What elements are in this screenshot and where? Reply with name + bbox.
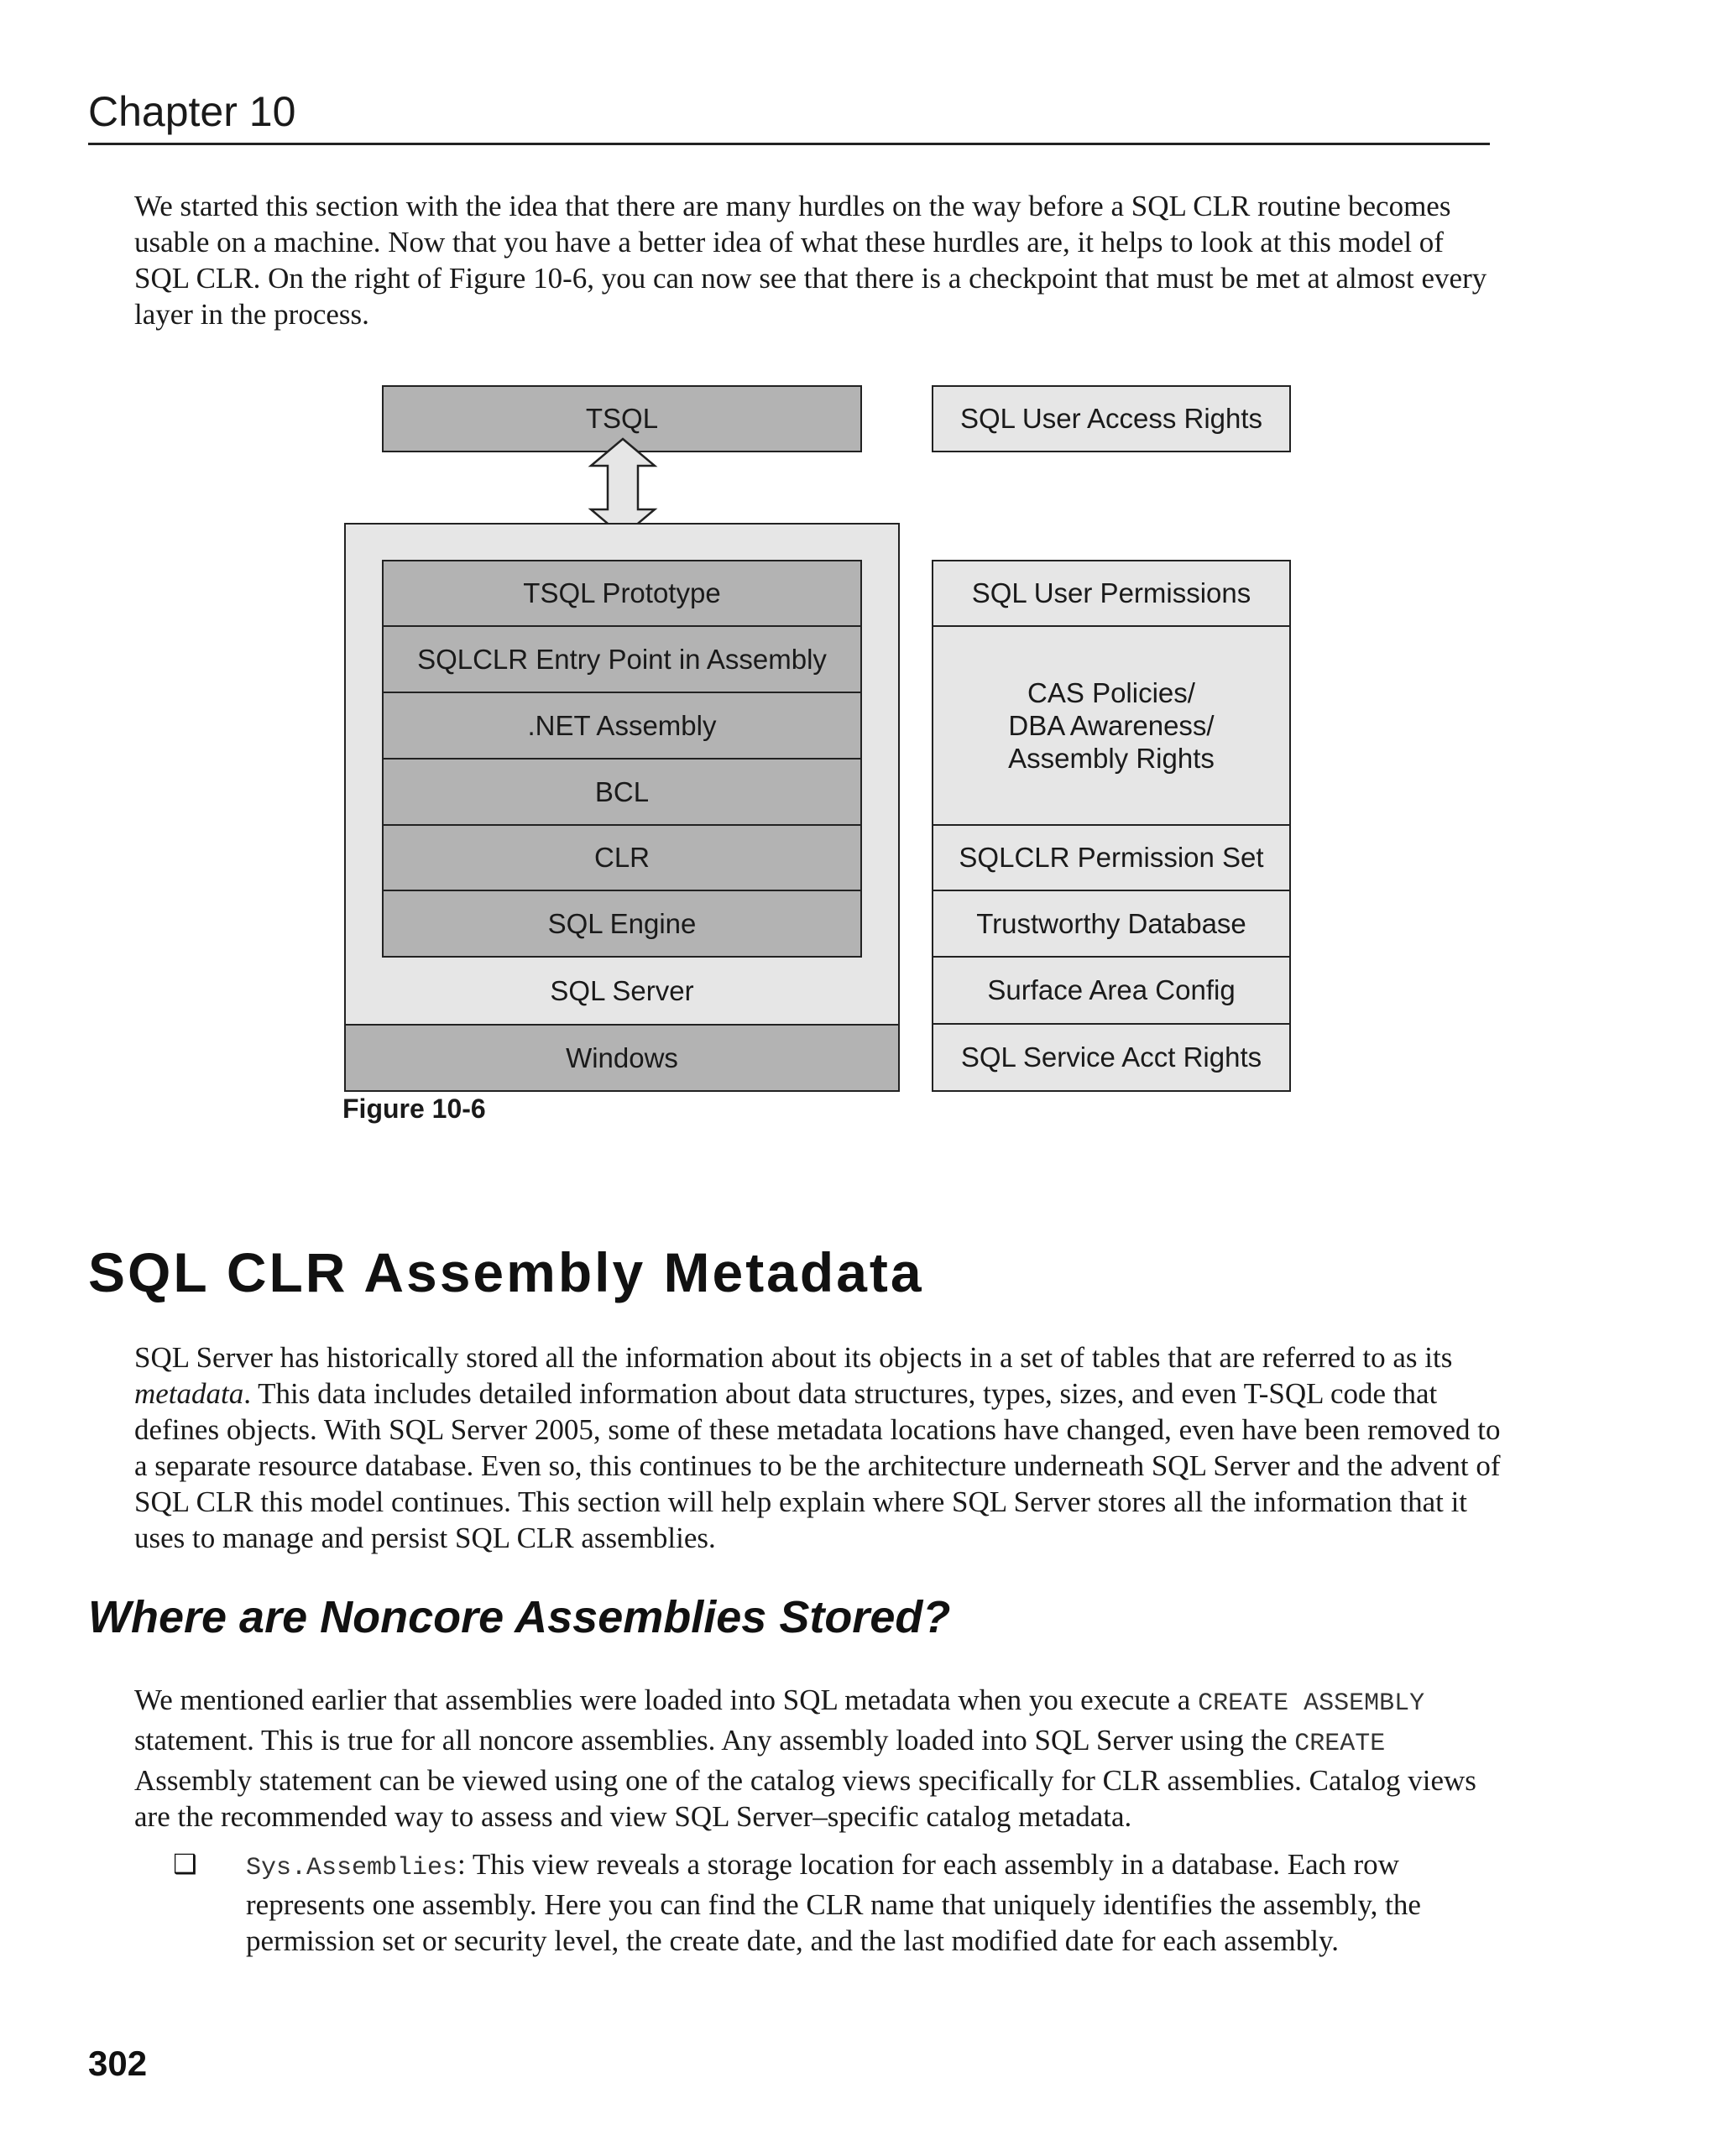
layer-clr: CLR <box>382 824 862 891</box>
tsql-box: TSQL <box>382 385 862 452</box>
check-trustworthy-db: Trustworthy Database <box>932 890 1291 958</box>
checkbox-bullet-icon: ❑ <box>173 1848 197 1880</box>
check-permission-set: SQLCLR Permission Set <box>932 824 1291 891</box>
layer-net-assembly: .NET Assembly <box>382 692 862 760</box>
metadata-paragraph: SQL Server has historically stored all the information about its objects in a set of tables that are referred to as its metadata. This data includes detailed information about data structures, types, sizes, and even T-SQL code that defines objects. With SQL Server 2005, some of these metadata locations have changed, even have been removed to a separate resource database. Even so, this continues to be the architecture underneath SQL Server and the advent of SQL CLR this model continues. This section will help explain where SQL Server stores all the information that it uses to manage and persist SQL CLR assemblies. <box>134 1341 1501 1554</box>
layer-sql-server: SQL Server <box>550 975 694 1006</box>
layer-tsql-prototype: TSQL Prototype <box>382 560 862 627</box>
chapter-header: Chapter 10 <box>88 88 296 135</box>
layer-bcl: BCL <box>382 758 862 826</box>
check-cas-policies: CAS Policies/ DBA Awareness/ Assembly Rights <box>932 625 1291 826</box>
check-user-permissions: SQL User Permissions <box>932 560 1291 627</box>
figure-caption: Figure 10-6 <box>342 1094 486 1124</box>
section-heading: SQL CLR Assembly Metadata <box>88 1241 924 1303</box>
header-rule <box>88 143 1490 145</box>
check-service-acct: SQL Service Acct Rights <box>932 1023 1291 1092</box>
check-user-access-rights: SQL User Access Rights <box>932 385 1291 452</box>
page-number: 302 <box>88 2044 148 2083</box>
subsection-heading: Where are Noncore Assemblies Stored? <box>88 1592 951 1642</box>
layer-entry-point: SQLCLR Entry Point in Assembly <box>382 625 862 693</box>
layer-sql-engine: SQL Engine <box>382 890 862 958</box>
check-surface-area: Surface Area Config <box>932 956 1291 1025</box>
intro-paragraph: We started this section with the idea that there are many hurdles on the way before a SQL CLR routine becomes usable on a machine. Now that you have a better idea of what these hurdles are, it helps to look at this model of SQL CLR. On the right of Figure 10-6, you can now see that there is a checkpoint that must be met at almost every layer in the process. <box>134 190 1487 331</box>
noncore-paragraph: We mentioned earlier that assemblies were loaded into SQL metadata when you execute a CREATE ASSEMBLY statement. This is true for all noncore assemblies. Any assembly loaded into SQL Server using the CREATE Assembly statement can be viewed using one of the catalog views specifically for CLR assemblies. Catalog views are the recommended way to assess and view SQL Server–specific catalog metadata. <box>134 1684 1476 1833</box>
layer-windows: Windows <box>344 1024 900 1092</box>
bullet-item: Sys.Assemblies: This view reveals a storage location for each assembly in a database. Each row represents one assembly. Here you can find the CLR name that uniquely identifies the assembly, the permission set or security level, the create date, and the last modified date for each assembly. <box>246 1848 1421 1957</box>
